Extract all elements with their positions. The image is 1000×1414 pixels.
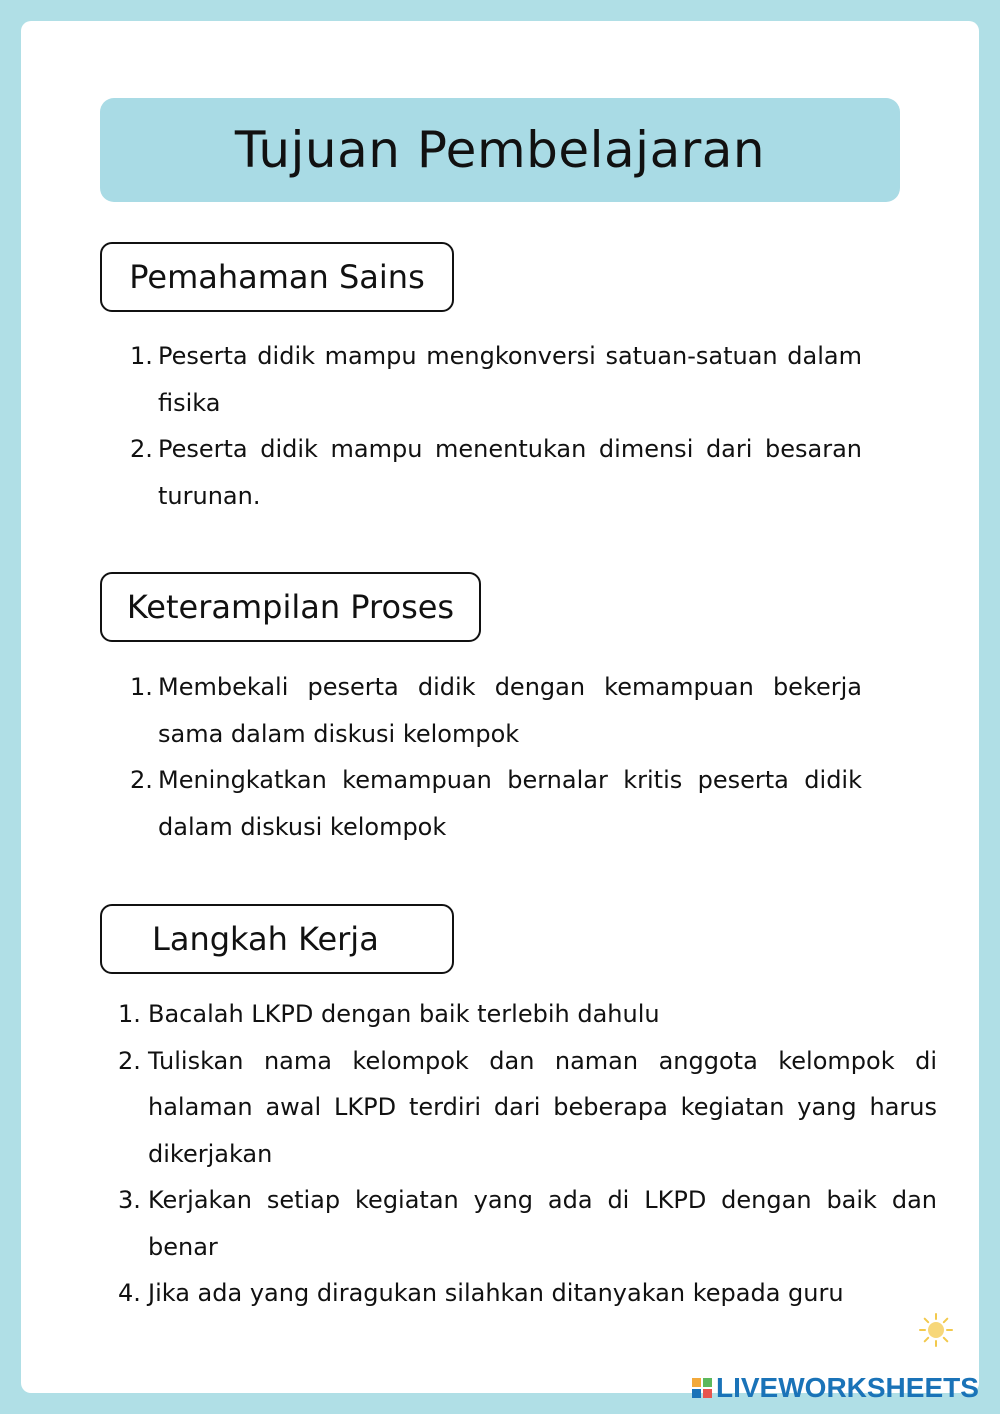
list-item: 3. Kerjakan setiap kegiatan yang ada di LKPD dengan baik dan benar <box>118 1186 937 1261</box>
title-banner <box>100 98 900 202</box>
list-item: 4. Jika ada yang diragukan silahkan ditanyakan kepada guru <box>118 1279 844 1307</box>
langkah-kerja-list <box>118 991 937 1317</box>
section-heading-keterampilan-proses: Keterampilan Proses <box>100 572 481 642</box>
sun-icon <box>918 1312 954 1348</box>
section-heading-langkah-kerja: Langkah Kerja <box>100 904 454 974</box>
list-item: 1. Peserta didik mampu mengkonversi satuan-satuan dalam fisika <box>130 342 862 417</box>
pemahaman-sains-list <box>130 333 862 519</box>
section-heading-pemahaman-sains: Pemahaman Sains <box>100 242 454 312</box>
keterampilan-proses-list <box>130 664 862 850</box>
brand-name: LIVEWORKSHEETS <box>716 1372 979 1403</box>
list-item: 2. Peserta didik mampu menentukan dimensi dari besaran turunan. <box>130 435 862 510</box>
list-item: 1. Bacalah LKPD dengan baik terlebih dahulu <box>118 1000 660 1028</box>
footer-brand[interactable] <box>692 1371 979 1405</box>
list-item: 2. Tuliskan nama kelompok dan naman anggota kelompok di halaman awal LKPD terdiri dari beberapa kegiatan yang harus dikerjakan <box>118 1046 937 1168</box>
list-item: 2. Meningkatkan kemampuan bernalar kritis peserta didik dalam diskusi kelompok <box>130 766 862 841</box>
liveworksheets-logo-icon <box>692 1378 712 1398</box>
page-title: Tujuan Pembelajaran <box>234 121 766 179</box>
list-item: 1. Membekali peserta didik dengan kemampuan bekerja sama dalam diskusi kelompok <box>130 673 862 748</box>
